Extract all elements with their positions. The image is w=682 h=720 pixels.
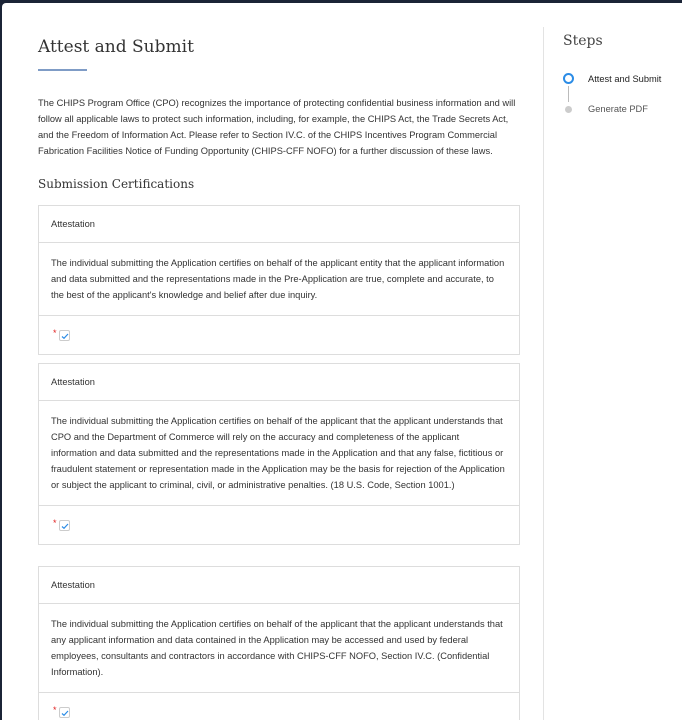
attestation-card [38,205,520,355]
attestation-text: The individual submitting the Application certifies on behalf of the applicant entity that the applicant information and data submitted and the representations made in the Pre-Application are true, complete and accurate, to the best of the applicant's knowledge and belief after due inquiry. [39,243,519,316]
attestation-card [38,566,520,720]
active-step-icon [563,73,574,84]
attestation-header: Attestation [39,567,519,604]
attestation-checkbox[interactable] [59,520,70,531]
required-marker: * [53,705,57,715]
attestation-checkbox[interactable] [59,330,70,341]
required-marker: * [53,518,57,528]
check-icon [61,709,69,717]
step-attest-and-submit[interactable] [563,73,661,84]
step-generate-pdf[interactable] [563,104,648,114]
step-label: Generate PDF [588,104,648,114]
attestation-header: Attestation [39,206,519,243]
check-icon [61,332,69,340]
attestation-text: The individual submitting the Application certifies on behalf of the applicant that the applicant understands that any applicant information and data contained in the Application may be accessed and used by federal employees, consultants and contractors in accordance with CHIPS-CFF NOFO, Section IV.C. (Confidential Information). [39,604,519,693]
steps-title: Steps [563,33,603,49]
step-label: Attest and Submit [588,73,662,84]
title-underline [38,69,87,71]
app-window [2,3,682,720]
section-title: Submission Certifications [38,177,195,191]
page-title: Attest and Submit [38,37,194,57]
attestation-header: Attestation [39,364,519,401]
attestation-checkbox[interactable] [59,707,70,718]
attestation-card [38,363,520,545]
sidebar-divider [543,27,544,720]
intro-text: The CHIPS Program Office (CPO) recognizes the importance of protecting confidential business information and will follow all applicable laws to protect such information, including, for example, the CHIPS Act, the Trade Secrets Act, and the Freedom of Information Act. Please refer to Section IV.C. of the CHIPS Incentives Program Commercial Fabrication Facilities Notice of Funding Opportunity (CHIPS-CFF NOFO) for a further discussion of these laws. [38,98,516,156]
check-icon [61,522,69,530]
pending-step-icon [565,106,572,113]
required-marker: * [53,328,57,338]
step-connector [568,86,569,102]
attestation-text: The individual submitting the Application certifies on behalf of the applicant that the applicant understands that CPO and the Department of Commerce will rely on the accuracy and completeness of the applicant information and data submitted and the representations made in the Application and that any false, fictitious or fraudulent statement or representation made in the Application may be the basis for rejection of the Application or subject the applicant to criminal, civil, or administrative penalties. (18 U.S. Code, Section 1001.) [39,401,519,506]
